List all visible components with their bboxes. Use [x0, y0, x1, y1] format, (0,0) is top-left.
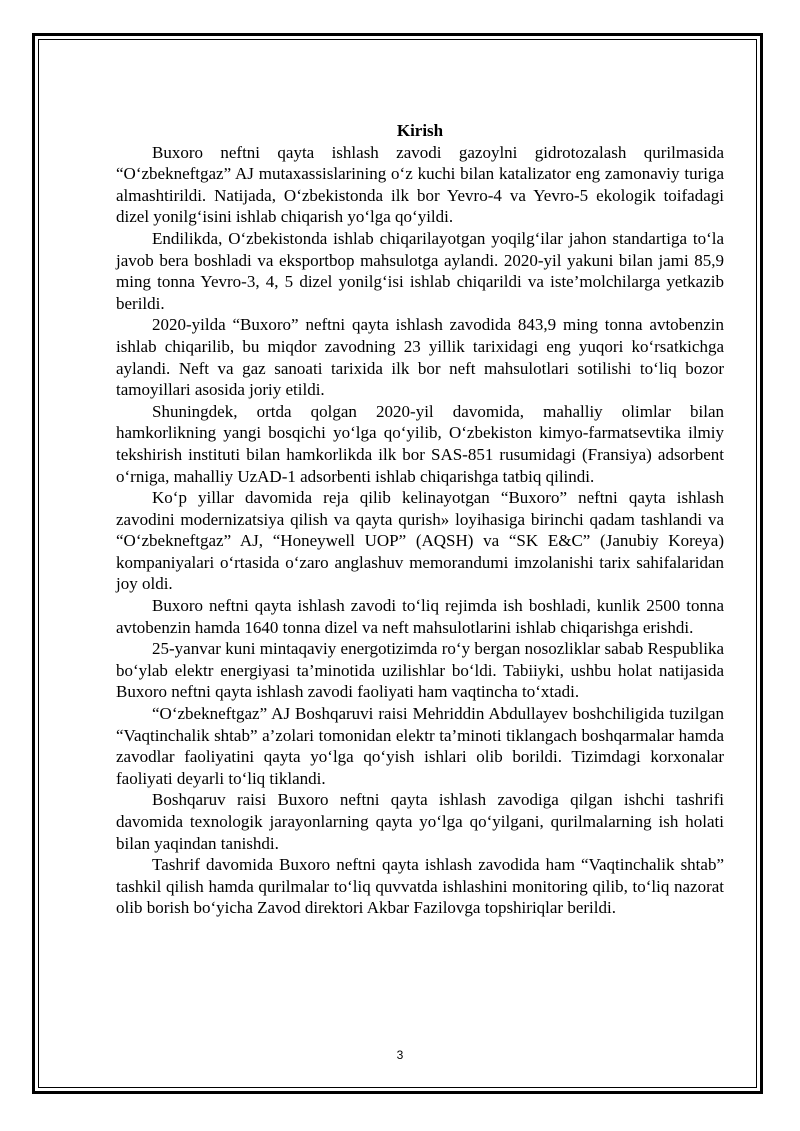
paragraph-1: Buxoro neftni qayta ishlash zavodi gazoylni gidrotozalash qurilmasida “O‘zbekneftgaz” AJ mutaxassislarining o‘z kuchi bilan katalizator eng zamonaviy turiga almashtirildi. Natijada, O‘zbekistonda ilk bor Yevro-4 va Yevro-5 ekologik toifadagi dizel yonilg‘isini ishlab chiqarish yo‘lga qo‘yildi. [116, 142, 724, 227]
page-title: Kirish [396, 121, 444, 140]
paragraph-4: Shuningdek, ortda qolgan 2020-yil davomida, mahalliy olimlar bilan hamkorlikning yangi bosqichi yo‘lga qo‘yilib, O‘zbekiston kimyo-farmatsevtika ilmiy tekshirish instituti bilan hamkorlikda ilk bor SAS-851 rusumidagi (Fransiya) adsorbent o‘rniga, mahalliy UzAD-1 adsorbenti ishlab chiqarishga tatbiq qilindi. [116, 401, 724, 486]
page-number: 3 [396, 1048, 404, 1062]
paragraph-9: Boshqaruv raisi Buxoro neftni qayta ishlash zavodiga qilgan ishchi tashrifi davomida texnologik jarayonlarning qayta yo‘lga qo‘yilgani, qurilmalarning ish holati bilan yaqindan tanishdi. [116, 790, 724, 853]
paragraph-6: Buxoro neftni qayta ishlash zavodi to‘liq rejimda ish boshladi, kunlik 2500 tonna avtobenzin hamda 1640 tonna dizel va neft mahsulotlarini ishlab chiqarishga erishdi. [116, 596, 724, 637]
paragraph-2: Endilikda, O‘zbekistonda ishlab chiqarilayotgan yoqilg‘ilar jahon standartiga to‘la javob bera boshladi va eksportbop mahsulotga aylandi. 2020-yil yakuni bilan jami 85,9 ming tonna Yevro-3, 4, 5 dizel yonilg‘isi ishlab chiqarildi va iste’molchilarga yetkazib berildi. [116, 228, 724, 313]
paragraph-3: 2020-yilda “Buxoro” neftni qayta ishlash zavodida 843,9 ming tonna avtobenzin ishlab chiqarilib, bu miqdor zavodning 23 yillik tarixidagi eng yuqori ko‘rsatkichga aylandi. Neft va gaz sanoati tarixida ilk bor neft mahsulotlari sotilishi to‘liq bozor tamoyillari asosida joriy etildi. [116, 315, 724, 400]
paragraph-7: 25-yanvar kuni mintaqaviy energotizimda ro‘y bergan nosozliklar sabab Respublika bo‘ylab elektr energiyasi ta’minotida uzilishlar bo‘ldi. Tabiiyki, ushbu holat natijasida Buxoro neftni qayta ishlash zavodi faoliyati ham vaqtincha to‘xtadi. [116, 639, 724, 702]
paragraph-10: Tashrif davomida Buxoro neftni qayta ishlash zavodida ham “Vaqtinchalik shtab” tashkil qilish hamda qurilmalar to‘liq quvvatda ishlashini monitoring qilib, to‘liq nazorat olib borish bo‘yicha Zavod direktori Akbar Fazilovga topshiriqlar berildi. [116, 855, 724, 918]
document-body [116, 120, 724, 919]
paragraph-5: Ko‘p yillar davomida reja qilib kelinayotgan “Buxoro” neftni qayta ishlash zavodini modernizatsiya qilish va qayta qurish» loyihasiga birinchi qadam tashlandi va “O‘zbekneftgaz” AJ, “Honeywell UOP” (AQSH) va “SK E&C” (Janubiy Koreya) kompaniyalari o‘rtasida o‘zaro anglashuv memorandumi imzolanishi tarix sahifalaridan joy oldi. [116, 488, 724, 594]
paragraph-8: “O‘zbekneftgaz” AJ Boshqaruvi raisi Mehriddin Abdullayev boshchiligida tuzilgan “Vaqtinchalik shtab” a’zolari tomonidan elektr ta’minoti tiklangach boshqarmalar hamda zavodlar faoliyatini qayta yo‘lga qo‘yish ishlari olib borildi. Tizimdagi korxonalar faoliyati deyarli to‘liq tiklandi. [116, 704, 724, 788]
